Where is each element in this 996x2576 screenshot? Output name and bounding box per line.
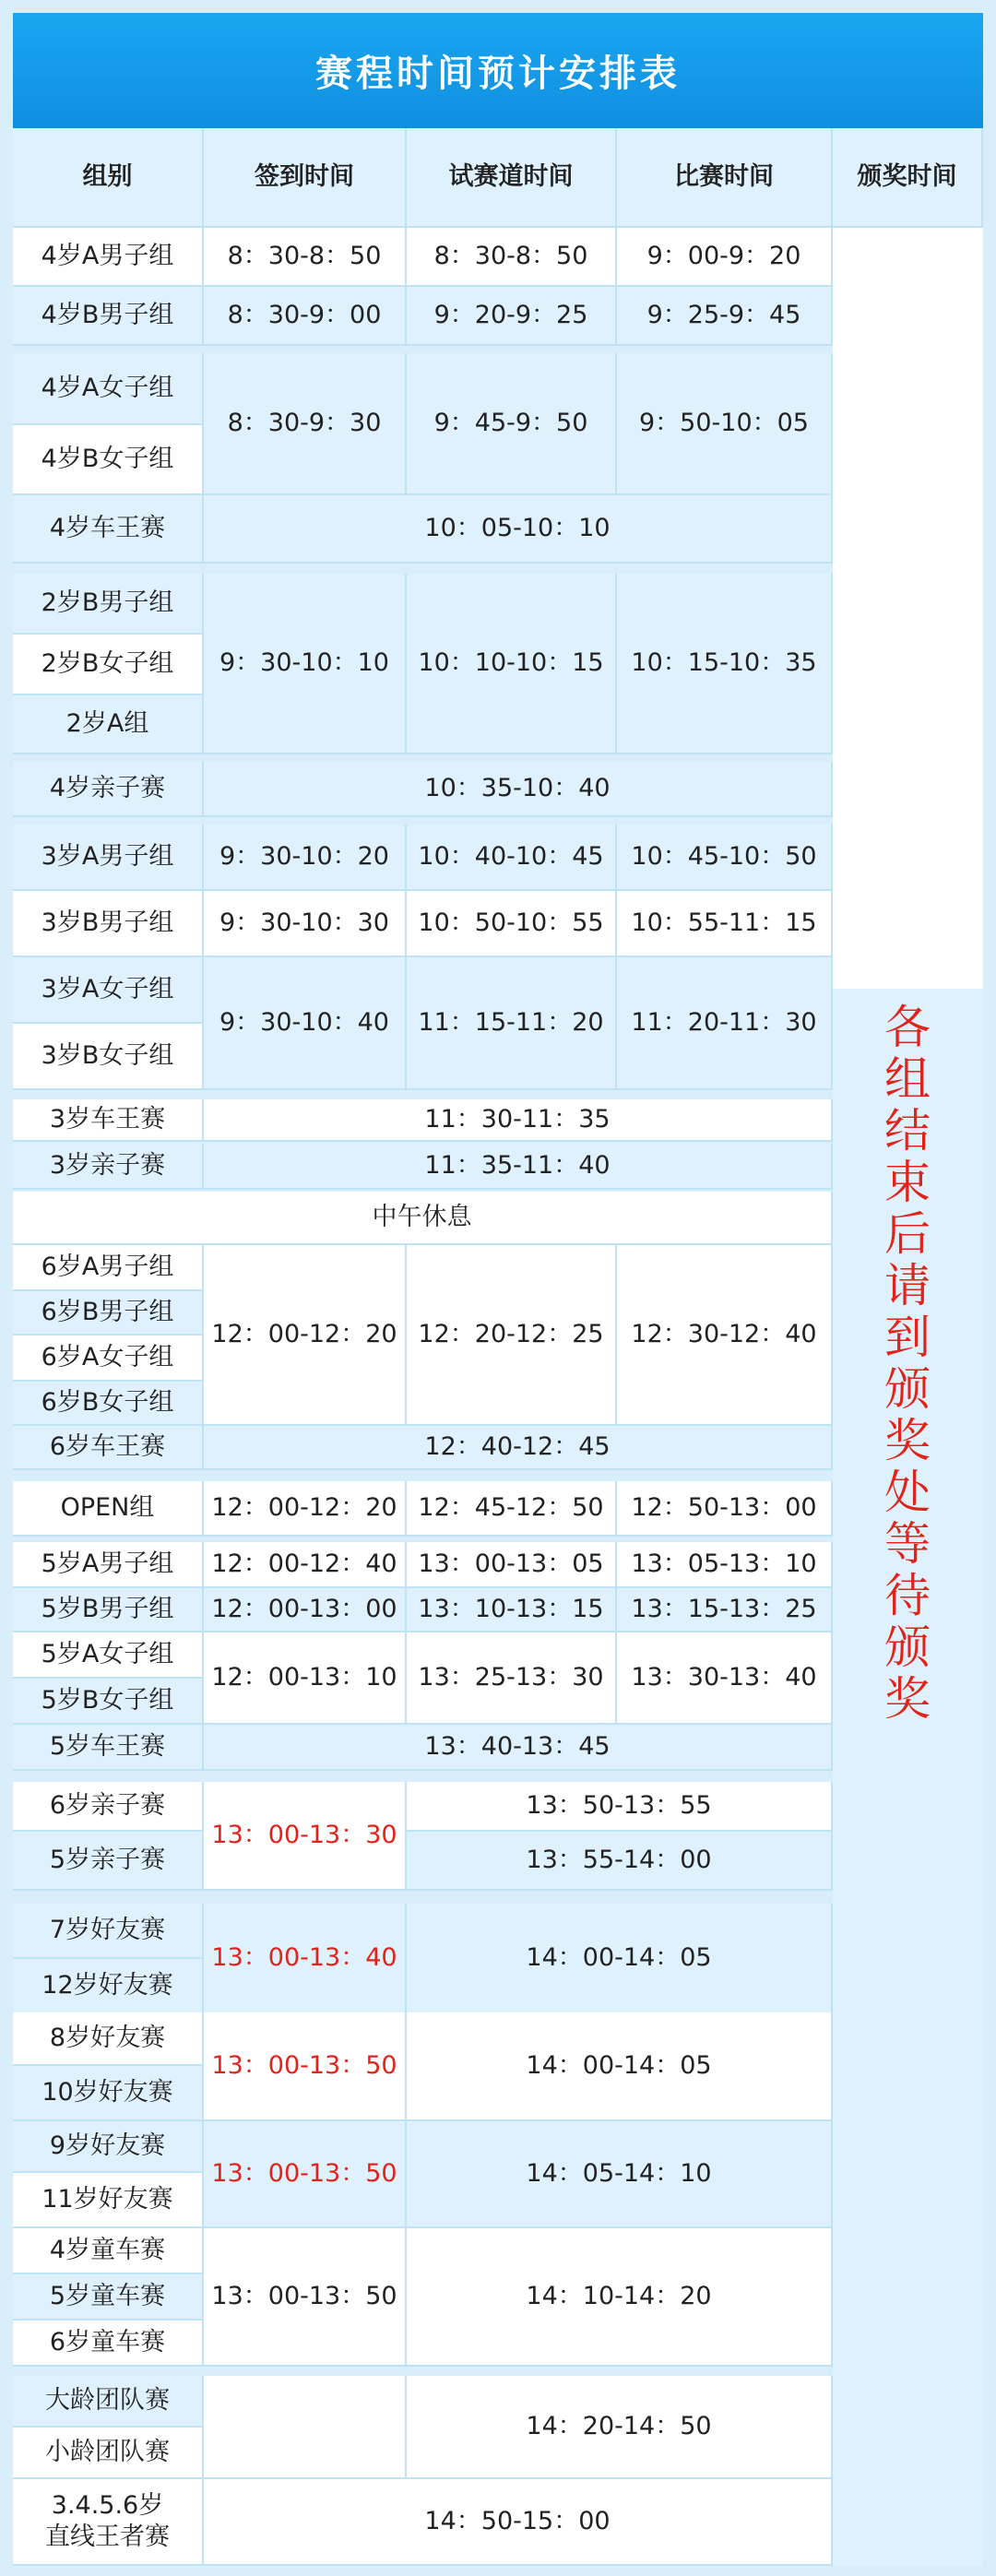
cell-g4-b-girls: 4岁B女子组 bbox=[13, 425, 204, 495]
header-award: 颁奖时间 bbox=[833, 128, 983, 228]
cell-noon-break: 中午休息 bbox=[13, 1192, 833, 1245]
cell-f9: 9岁好友赛 bbox=[13, 2121, 204, 2173]
cell-parent-checkin: 13：00-13：30 bbox=[204, 1782, 407, 1891]
cell-g4-b-boys-trial: 9：20-9：25 bbox=[407, 287, 617, 346]
cell-g6-king-time: 12：40-12：45 bbox=[204, 1426, 833, 1470]
cell-f9-11-time: 14：05-14：10 bbox=[407, 2121, 833, 2228]
cell-g6-a-girls: 6岁A女子组 bbox=[13, 1335, 204, 1382]
cell-g3-girls-trial: 11：15-11：20 bbox=[407, 957, 617, 1090]
page-title: 赛程时间预计安排表 bbox=[13, 13, 983, 128]
cell-g4-a-boys-race: 9：00-9：20 bbox=[617, 228, 833, 287]
cell-g5-b-boys-trial: 13：10-13：15 bbox=[407, 1588, 617, 1632]
cell-g6-trial: 12：20-12：25 bbox=[407, 1245, 617, 1426]
cell-g5-king-time: 13：40-13：45 bbox=[204, 1725, 833, 1771]
cell-g3-a-boys-trial: 10：40-10：45 bbox=[407, 825, 617, 891]
cell-g6-b-boys: 6岁B男子组 bbox=[13, 1291, 204, 1335]
cell-f8-10-time: 14：00-14：05 bbox=[407, 2012, 833, 2121]
cell-g5-girls-checkin: 12：00-13：10 bbox=[204, 1632, 407, 1725]
cell-g3-girls-race: 11：20-11：30 bbox=[617, 957, 833, 1090]
cell-g4-girls-race: 9：50-10：05 bbox=[617, 353, 833, 495]
header-trial: 试赛道时间 bbox=[407, 128, 617, 228]
cell-f7-12-time: 14：00-14：05 bbox=[407, 1904, 833, 2014]
award-column-top bbox=[833, 228, 983, 989]
cell-c5: 5岁童车赛 bbox=[13, 2274, 204, 2321]
cell-g4-b-boys-checkin: 8：30-9：00 bbox=[204, 287, 407, 346]
cell-straight-king: 3.4.5.6岁 直线王者赛 bbox=[13, 2479, 204, 2566]
cell-g6-parent: 6岁亲子赛 bbox=[13, 1782, 204, 1832]
cell-open-checkin: 12：00-12：20 bbox=[204, 1481, 407, 1537]
cell-g3-b-girls: 3岁B女子组 bbox=[13, 1024, 204, 1090]
cell-c6: 6岁童车赛 bbox=[13, 2321, 204, 2367]
cell-g2-race: 10：15-10：35 bbox=[617, 574, 833, 754]
header-race: 比赛时间 bbox=[617, 128, 833, 228]
cell-g6-race: 12：30-12：40 bbox=[617, 1245, 833, 1426]
cell-f9-11-checkin: 13：00-13：50 bbox=[204, 2121, 407, 2228]
cell-g5-a-boys-checkin: 12：00-12：40 bbox=[204, 1542, 407, 1588]
cell-c4: 4岁童车赛 bbox=[13, 2228, 204, 2274]
cell-g3-b-boys-race: 10：55-11：15 bbox=[617, 891, 833, 957]
cell-f7-12-checkin: 13：00-13：40 bbox=[204, 1904, 407, 2014]
cell-g4-parent: 4岁亲子赛 bbox=[13, 762, 204, 817]
cell-g3-b-boys-trial: 10：50-10：55 bbox=[407, 891, 617, 957]
cell-g5-parent-time: 13：55-14：00 bbox=[407, 1832, 833, 1891]
cell-g6-b-girls: 6岁B女子组 bbox=[13, 1382, 204, 1426]
cell-g4-b-boys-race: 9：25-9：45 bbox=[617, 287, 833, 346]
cell-open-trial: 12：45-12：50 bbox=[407, 1481, 617, 1537]
cell-g4-a-boys-checkin: 8：30-8：50 bbox=[204, 228, 407, 287]
cell-g3-king-time: 11：30-11：35 bbox=[204, 1099, 833, 1142]
cell-g4-a-girls: 4岁A女子组 bbox=[13, 353, 204, 425]
cell-g4-b-boys: 4岁B男子组 bbox=[13, 287, 204, 346]
cell-f7: 7岁好友赛 bbox=[13, 1904, 204, 1959]
cell-g4-king-time: 10：05-10：10 bbox=[204, 495, 833, 564]
cell-g5-king: 5岁车王赛 bbox=[13, 1725, 204, 1771]
cell-g3-king: 3岁车王赛 bbox=[13, 1099, 204, 1142]
cell-g3-parent: 3岁亲子赛 bbox=[13, 1144, 204, 1190]
cell-g2-trial: 10：10-10：15 bbox=[407, 574, 617, 754]
cell-f12: 12岁好友赛 bbox=[13, 1959, 204, 2014]
cell-team-big: 大龄团队赛 bbox=[13, 2376, 204, 2428]
cell-g6-a-boys: 6岁A男子组 bbox=[13, 1245, 204, 1291]
cell-kids-car-checkin: 13：00-13：50 bbox=[204, 2228, 407, 2367]
cell-g5-parent: 5岁亲子赛 bbox=[13, 1832, 204, 1891]
cell-g4-king: 4岁车王赛 bbox=[13, 495, 204, 564]
cell-g2-checkin: 9：30-10：10 bbox=[204, 574, 407, 754]
cell-straight-king-time: 14：50-15：00 bbox=[204, 2479, 833, 2566]
cell-g5-b-boys: 5岁B男子组 bbox=[13, 1588, 204, 1632]
cell-g3-a-girls: 3岁A女子组 bbox=[13, 957, 204, 1024]
cell-g5-girls-trial: 13：25-13：30 bbox=[407, 1632, 617, 1725]
cell-f8-10-checkin: 13：00-13：50 bbox=[204, 2012, 407, 2121]
cell-f8: 8岁好友赛 bbox=[13, 2012, 204, 2066]
cell-g4-girls-trial: 9：45-9：50 bbox=[407, 353, 617, 495]
cell-g3-a-boys-checkin: 9：30-10：20 bbox=[204, 825, 407, 891]
cell-g5-a-boys: 5岁A男子组 bbox=[13, 1542, 204, 1588]
cell-g3-parent-time: 11：35-11：40 bbox=[204, 1144, 833, 1190]
cell-team-small: 小龄团队赛 bbox=[13, 2428, 204, 2479]
cell-team-time: 14：20-14：50 bbox=[407, 2376, 833, 2479]
cell-g2-b-boys: 2岁B男子组 bbox=[13, 574, 204, 635]
cell-g3-b-boys-checkin: 9：30-10：30 bbox=[204, 891, 407, 957]
cell-kids-car-time: 14：10-14：20 bbox=[407, 2228, 833, 2367]
cell-g6-king: 6岁车王赛 bbox=[13, 1426, 204, 1470]
cell-f10: 10岁好友赛 bbox=[13, 2066, 204, 2121]
cell-g3-a-boys: 3岁A男子组 bbox=[13, 825, 204, 891]
cell-g6-checkin: 12：00-12：20 bbox=[204, 1245, 407, 1426]
cell-g2-b-girls: 2岁B女子组 bbox=[13, 635, 204, 695]
cell-open-race: 12：50-13：00 bbox=[617, 1481, 833, 1537]
cell-g3-girls-checkin: 9：30-10：40 bbox=[204, 957, 407, 1090]
cell-g5-a-girls: 5岁A女子组 bbox=[13, 1632, 204, 1679]
cell-open: OPEN组 bbox=[13, 1481, 204, 1537]
cell-g2-a: 2岁A组 bbox=[13, 695, 204, 754]
header-group: 组别 bbox=[13, 128, 204, 228]
cell-g5-a-boys-race: 13：05-13：10 bbox=[617, 1542, 833, 1588]
cell-g5-a-boys-trial: 13：00-13：05 bbox=[407, 1542, 617, 1588]
cell-g6-parent-time: 13：50-13：55 bbox=[407, 1782, 833, 1832]
cell-g5-b-boys-checkin: 12：00-13：00 bbox=[204, 1588, 407, 1632]
cell-g4-a-boys-trial: 8：30-8：50 bbox=[407, 228, 617, 287]
cell-g5-girls-race: 13：30-13：40 bbox=[617, 1632, 833, 1725]
award-note: 各组结束后请到颁奖处等待颁奖 bbox=[884, 1001, 931, 1726]
cell-g4-girls-checkin: 8：30-9：30 bbox=[204, 353, 407, 495]
cell-f11: 11岁好友赛 bbox=[13, 2173, 204, 2228]
cell-empty bbox=[204, 2376, 407, 2479]
cell-g5-b-girls: 5岁B女子组 bbox=[13, 1679, 204, 1725]
cell-g3-a-boys-race: 10：45-10：50 bbox=[617, 825, 833, 891]
cell-g4-parent-time: 10：35-10：40 bbox=[204, 762, 833, 817]
header-checkin: 签到时间 bbox=[204, 128, 407, 228]
cell-g4-a-boys: 4岁A男子组 bbox=[13, 228, 204, 287]
cell-g3-b-boys: 3岁B男子组 bbox=[13, 891, 204, 957]
cell-g5-b-boys-race: 13：15-13：25 bbox=[617, 1588, 833, 1632]
